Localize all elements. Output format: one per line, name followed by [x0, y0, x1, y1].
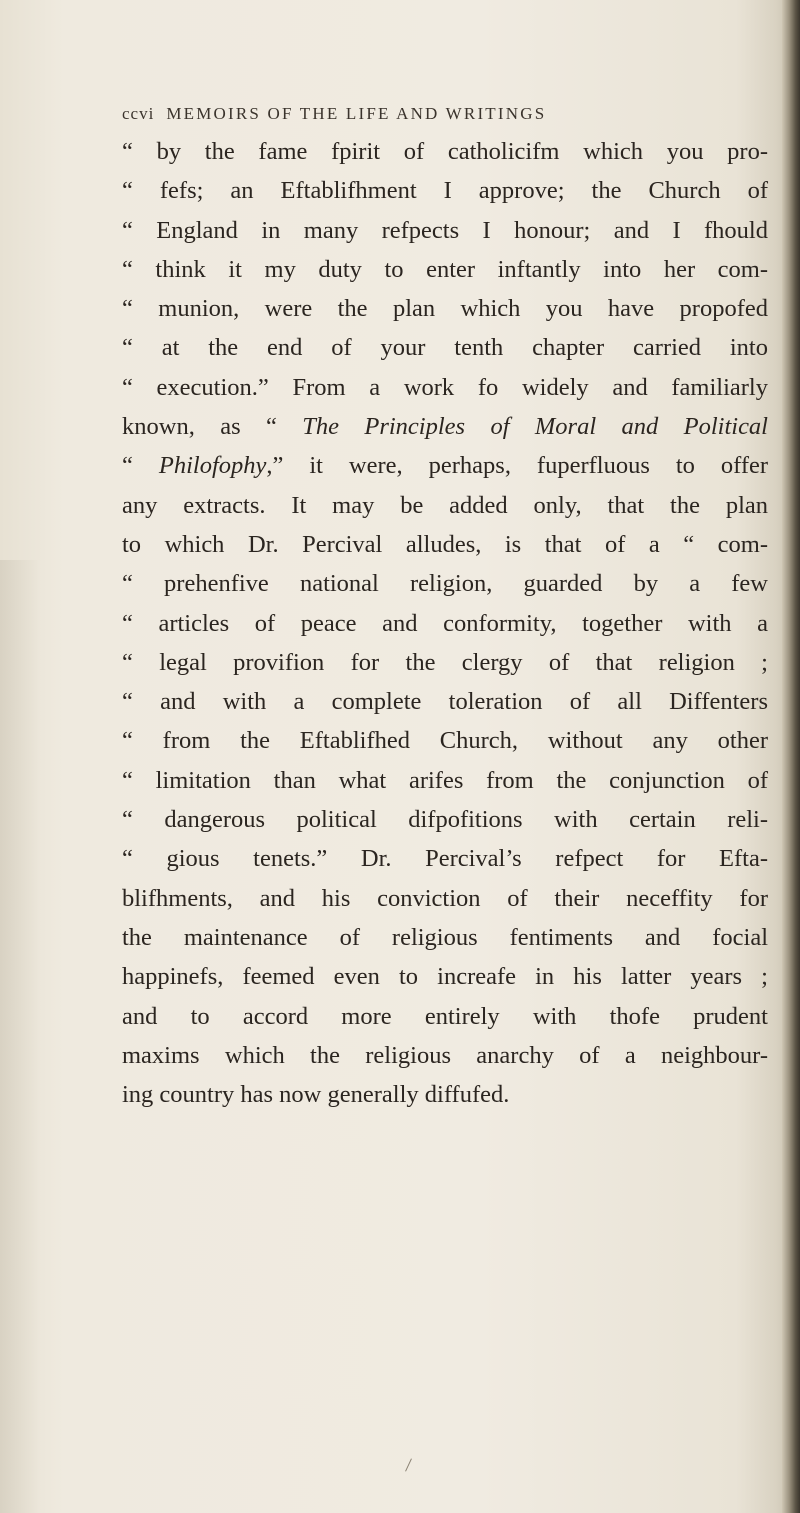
text-line: to which Dr. Percival alludes, is that of a “ com- [122, 530, 768, 558]
book-title-italic: The Principles of Moral and Political [302, 413, 768, 441]
text-fragment: known, as “ [122, 413, 303, 441]
body-text [122, 132, 768, 1114]
text-line: “ execution.” From a work fo widely and familiarly [122, 373, 768, 401]
text-line: “ limitation than what arifes from the conjunction of [122, 766, 768, 794]
text-fragment: “ [122, 452, 159, 480]
text-line: “ and with a complete toleration of all Diffenters [122, 688, 768, 716]
text-line: “ prehenfive national religion, guarded by a few [122, 570, 768, 598]
text-line: “ legal provifion for the clergy of that religion ; [122, 648, 768, 676]
text-line: “ by the fame fpirit of catholicifm which you pro- [122, 138, 768, 165]
text-line-book-title [122, 446, 768, 485]
book-title-italic: Philofophy [158, 452, 267, 480]
page-shadow [0, 560, 40, 1513]
text-line-book-title [122, 407, 768, 446]
text-line: the maintenance of religious fentiments and focial [122, 923, 768, 951]
text-fragment: ,” it were, perhaps, fuperfluous to offer [266, 452, 769, 480]
text-line: “ from the Eftablifhed Church, without any other [122, 727, 768, 755]
stray-mark [405, 1458, 412, 1471]
text-line: and to accord more entirely with thofe prudent [122, 1002, 768, 1030]
text-line: any extracts. It may be added only, that the plan [122, 491, 768, 519]
text-line: blifhments, and his conviction of their neceffity for [122, 884, 768, 912]
text-line: happinefs, feemed even to increafe in his latter years ; [122, 963, 768, 991]
page-number: ccvi [122, 104, 155, 123]
text-line: “ think it my duty to enter inftantly into her com- [122, 255, 768, 283]
text-line: “ gious tenets.” Dr. Percival’s refpect for Efta- [122, 845, 768, 873]
text-line: “ England in many refpects I honour; and I fhould [122, 216, 768, 244]
running-title: MEMOIRS OF THE LIFE AND WRITINGS [166, 104, 547, 123]
book-gutter [782, 0, 800, 1513]
text-line: maxims which the religious anarchy of a neighbour- [122, 1041, 768, 1069]
text-line: “ munion, were the plan which you have propofed [122, 295, 768, 323]
text-line: “ at the end of your tenth chapter carried into [122, 334, 768, 362]
text-line: ing country has now generally diffufed. [122, 1081, 510, 1109]
text-line: “ articles of peace and conformity, together with a [122, 609, 768, 637]
running-header [122, 104, 682, 124]
text-line: “ fefs; an Eftablifhment I approve; the Church of [122, 177, 768, 205]
text-line: “ dangerous political difpofitions with certain reli- [122, 806, 768, 834]
